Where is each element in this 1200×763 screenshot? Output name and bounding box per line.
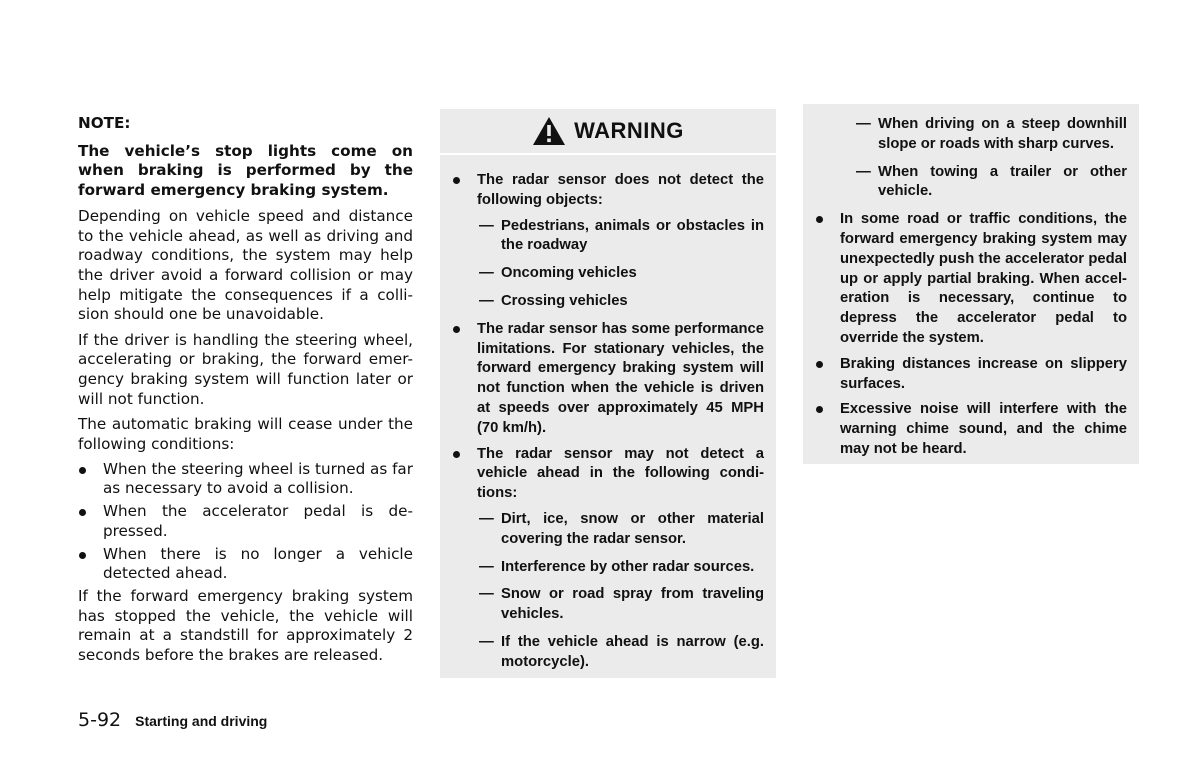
dash-item-text: Crossing vehicles (501, 292, 628, 309)
note-label: NOTE: (78, 114, 131, 132)
warning-bullet (816, 355, 1127, 395)
cease-conditions-list (78, 460, 413, 584)
dash-item: — Oncoming vehicles (479, 265, 637, 282)
dash-item-text: Oncoming vehicles (501, 265, 637, 282)
page-footer (78, 709, 267, 731)
dash-item-text: When towing a trailer or other vehicle. (878, 163, 1127, 200)
list-item-text: When the accelerator pedal is de-pressed. (103, 502, 413, 540)
dash-item: — When driving on a steep downhill slope or roads with sharp curves. (856, 116, 1127, 152)
list-item-text: When the steering wheel is turned as far as necessary to avoid a collision. (103, 459, 413, 498)
paragraph-3: The automatic braking will cease under the following conditions: (78, 414, 413, 453)
warning-bullet (816, 400, 1127, 459)
warning-bullet-text: In some road or traffic conditions, the forward emergency braking system may unexpectedly push the accelerator pedal up or apply partial braking. When accel-eration is necessary, continue to depress the accelerator pedal to override the system. (840, 211, 1127, 346)
warning-bullet-text: The radar sensor may not detect a vehicle ahead in the following condi-tions: (477, 445, 764, 502)
warning-panel (440, 109, 776, 678)
note-text: The vehicle’s stop lights come on when braking is performed by the forward emergency braking system. (78, 141, 413, 200)
warning-triangle-icon (532, 116, 566, 146)
dash-item: — Crossing vehicles (479, 292, 628, 309)
warning-bullet (453, 320, 764, 439)
dash-item-text: Interference by other radar sources. (501, 558, 755, 575)
section-title: Starting and driving (135, 713, 268, 729)
list-item (78, 460, 413, 499)
list-item-text: When there is no longer a vehicle detected ahead. (103, 544, 413, 583)
bullet-dot-icon (453, 177, 460, 184)
list-item (78, 545, 413, 584)
paragraph-2: If the driver is handling the steering wheel, accelerating or braking, the forward emer-gency braking system will function later or will not function. (78, 330, 413, 408)
dash-item-text: Pedestrians, animals or obstacles in the roadway (501, 217, 764, 254)
list-item (78, 502, 413, 541)
warning-bullet (816, 210, 1127, 349)
dash-item: — Pedestrians, animals or obstacles in the roadway (479, 217, 764, 254)
body-column-left (78, 114, 413, 671)
warning-bullet-text: The radar sensor has some performance limitations. For stationary vehicles, the forward emergency braking system will not function when the vehicle is driven at speeds over approximately 45 MPH (70 km/h). (477, 320, 764, 436)
warning-bullet-text: Excessive noise will interfere with the warning chime sound, and the chime may not be heard. (840, 401, 1127, 457)
dash-item: — If the vehicle ahead is narrow (e.g. motorcycle). (479, 633, 764, 670)
bullet-dot-icon (79, 509, 86, 516)
warning-bullet (453, 445, 764, 673)
paragraph-4: If the forward emergency braking system has stopped the vehicle, the vehicle will remain at a standstill for approximately 2 seconds before the brakes are released. (78, 586, 413, 665)
dash-item-text: When driving on a steep downhill slope or roads with sharp curves. (878, 116, 1127, 152)
dash-item: — When towing a trailer or other vehicle. (856, 163, 1127, 200)
warning-bullet-text: Braking distances increase on slippery surfaces. (840, 355, 1127, 392)
bullet-dot-icon (816, 361, 823, 368)
bullet-dot-icon (816, 406, 823, 413)
dash-item: — Dirt, ice, snow or other material covering the radar sensor. (479, 510, 764, 547)
bullet-dot-icon (453, 326, 460, 333)
bullet-dot-icon (453, 451, 460, 458)
warning-bullet (453, 171, 764, 312)
warning-title: WARNING (574, 118, 684, 143)
page-number: 5-92 (78, 709, 122, 731)
dash-item-text: If the vehicle ahead is narrow (e.g. motorcycle). (501, 633, 764, 670)
paragraph-1: Depending on vehicle speed and distance to the vehicle ahead, as well as driving and roadway conditions, the system may help the driver avoid a forward collision or may help mitigate the consequences if a colli-sion should one be unavoidable. (78, 206, 413, 324)
dash-item-text: Snow or road spray from traveling vehicles. (501, 586, 764, 623)
bullet-dot-icon (79, 552, 86, 559)
dash-item-text: Dirt, ice, snow or other material covering the radar sensor. (501, 510, 764, 547)
bullet-dot-icon (816, 216, 823, 223)
bullet-dot-icon (79, 467, 86, 474)
warning-bullet-text: The radar sensor does not detect the following objects: (477, 172, 764, 208)
warning-body-continued (803, 104, 1139, 460)
warning-header (440, 109, 776, 155)
warning-panel-continued (803, 104, 1139, 464)
dash-item: — Interference by other radar sources. (479, 558, 755, 575)
warning-body (440, 155, 776, 673)
dash-item: — Snow or road spray from traveling vehicles. (479, 586, 764, 623)
